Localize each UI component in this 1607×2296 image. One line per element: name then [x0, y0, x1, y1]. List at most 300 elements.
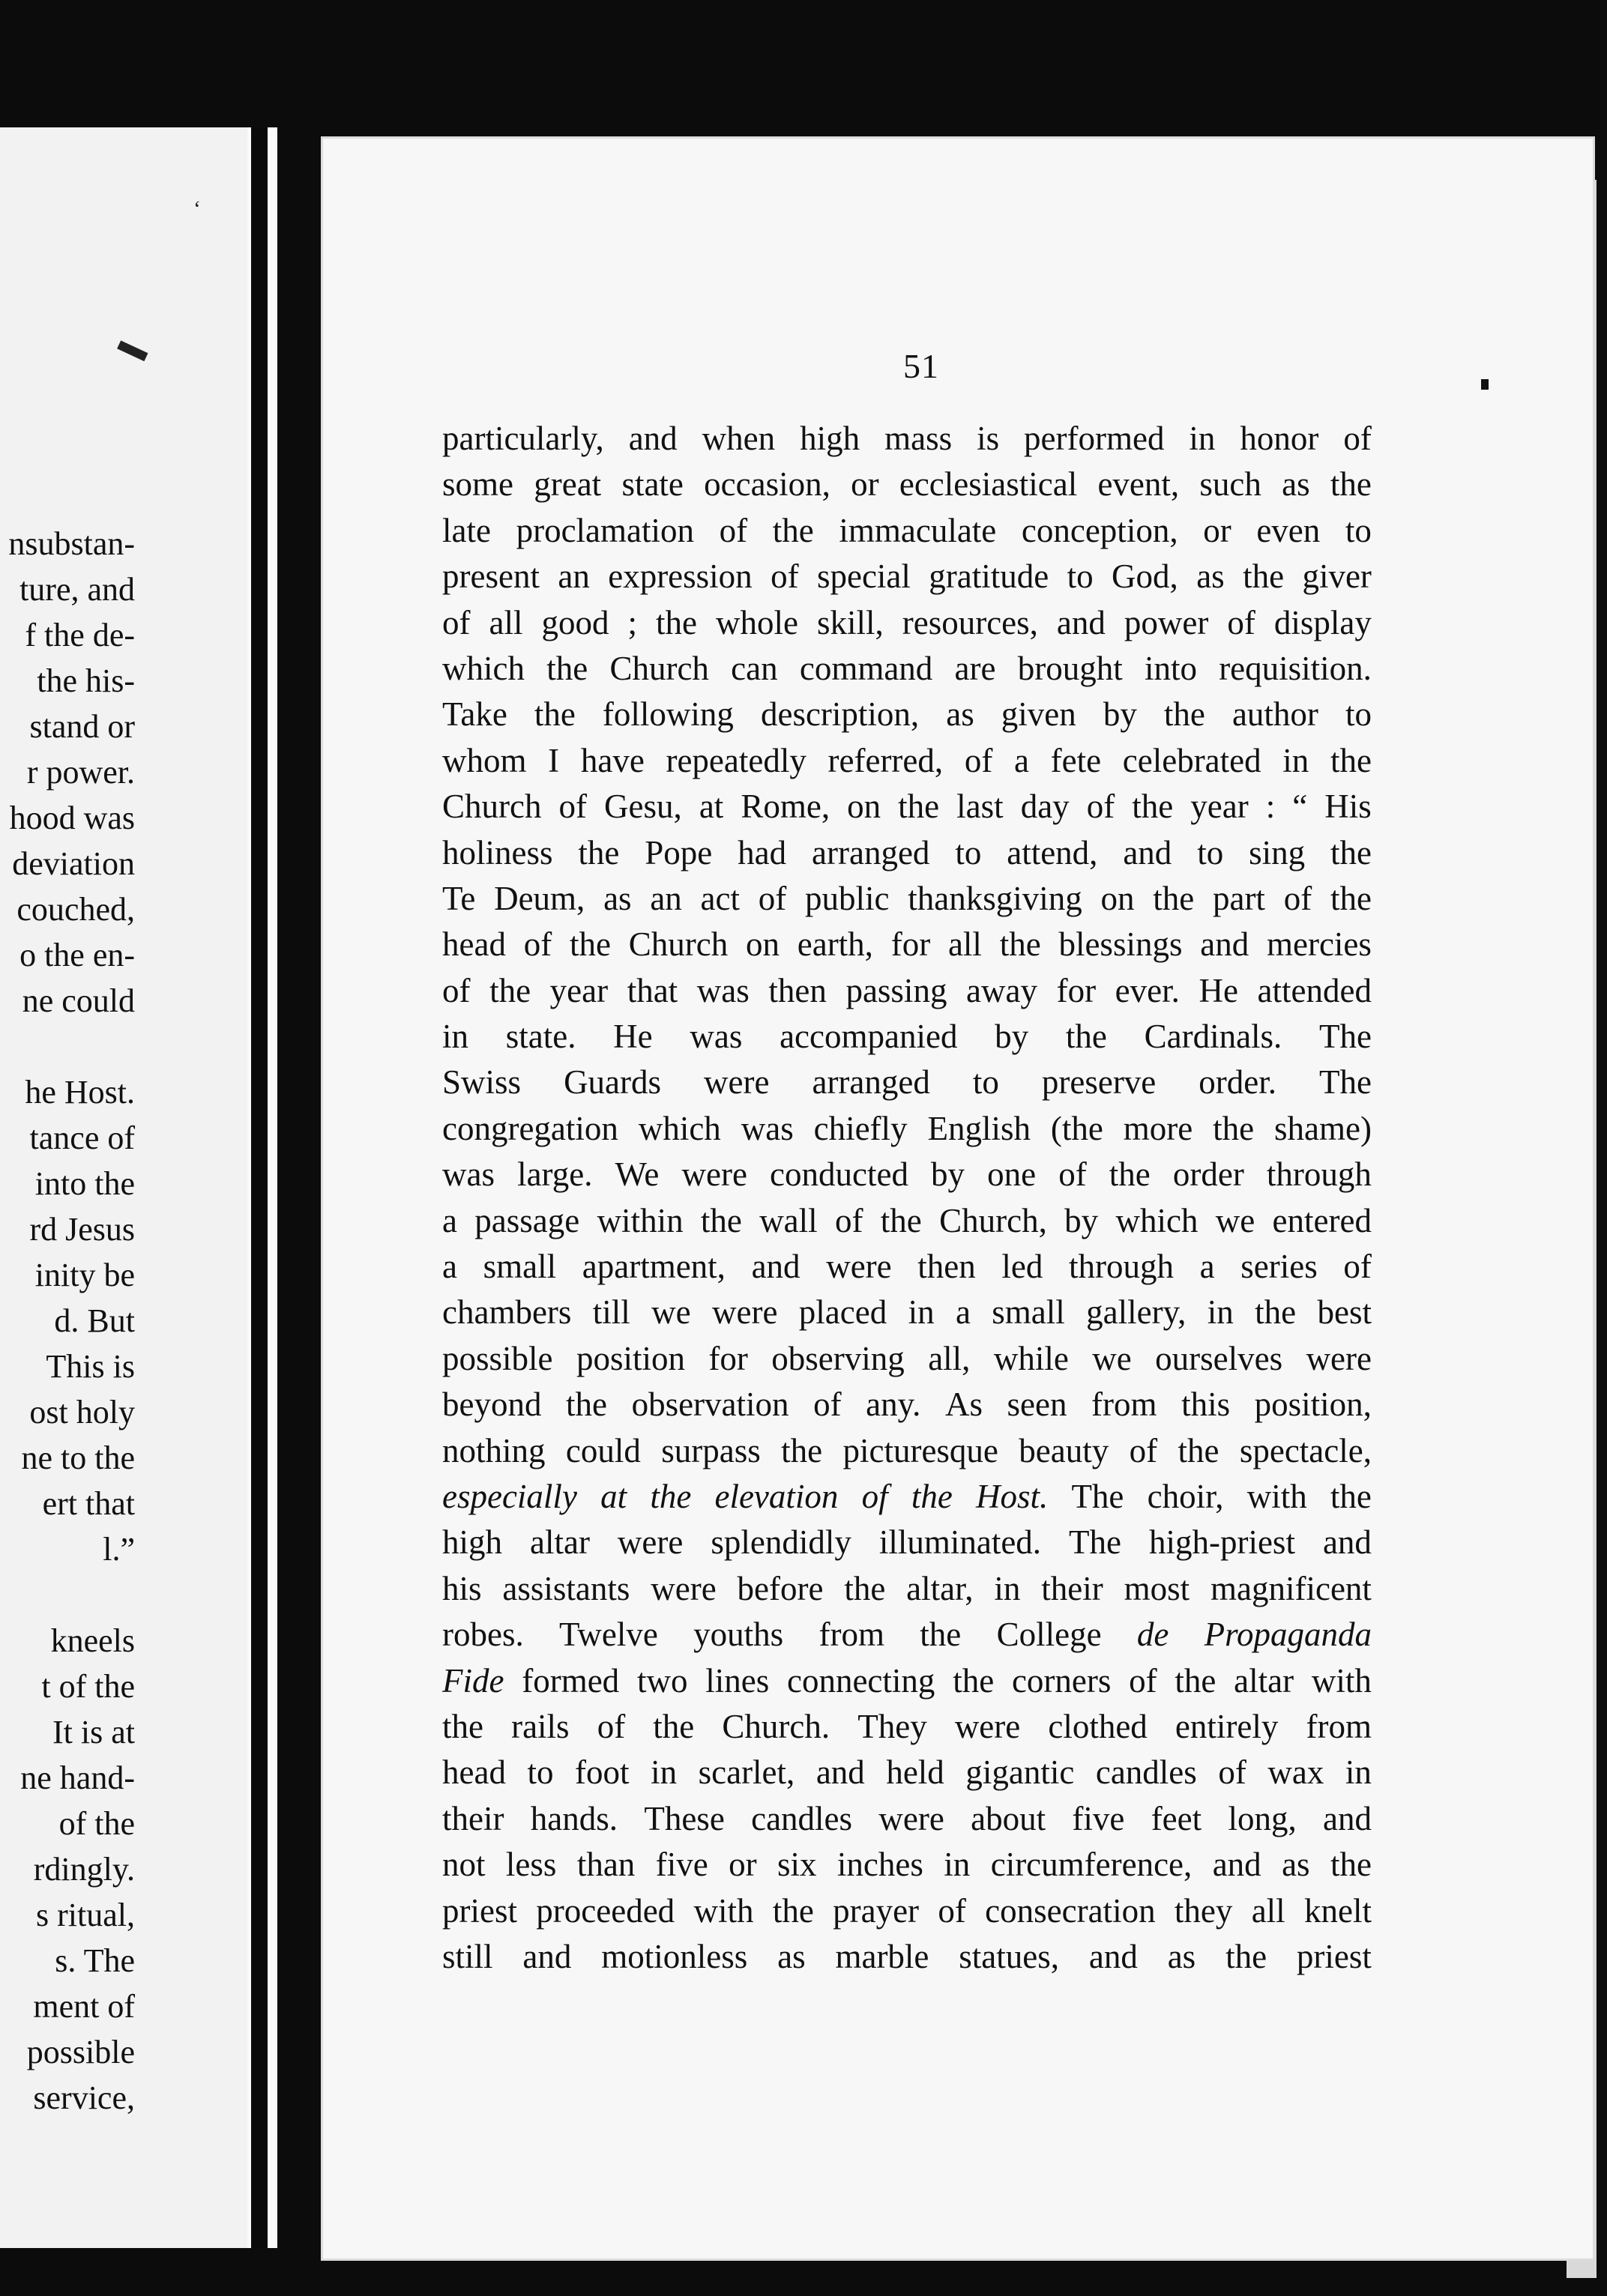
previous-page-line: ne to the [21, 1439, 135, 1476]
word: the [1213, 1109, 1255, 1147]
word: were [1306, 1339, 1372, 1377]
word: of [834, 1201, 863, 1239]
word: long, [1228, 1799, 1297, 1837]
word: series [1240, 1248, 1318, 1286]
text-line [442, 1060, 1372, 1105]
word: to [1345, 511, 1372, 549]
word: altar [1234, 1661, 1294, 1700]
text-line [442, 1428, 1372, 1474]
text-line [442, 1290, 1372, 1335]
word: one [987, 1155, 1037, 1194]
word: picturesque [842, 1431, 998, 1469]
word: God, [1112, 558, 1178, 596]
word: blessings [1058, 925, 1183, 964]
text-line [442, 600, 1372, 646]
word: were [651, 1569, 717, 1607]
word: a [955, 1293, 971, 1332]
word: As [944, 1386, 983, 1424]
word: the [1178, 1431, 1219, 1469]
word: were [878, 1799, 944, 1837]
text-line [442, 692, 1372, 737]
word: mass [884, 420, 953, 457]
word: an [558, 558, 590, 596]
text-line [442, 554, 1372, 599]
word: beauty [1019, 1431, 1109, 1469]
word: the [569, 925, 611, 964]
word: of [523, 925, 552, 964]
word: and [1212, 1846, 1261, 1884]
word: were [681, 1155, 747, 1194]
word: spectacle, [1239, 1431, 1372, 1469]
word: of [938, 1891, 966, 1930]
word: skill, [816, 603, 884, 641]
word: good [541, 603, 609, 641]
word: in [442, 1018, 469, 1056]
word: of [1343, 1248, 1372, 1286]
word: through [1266, 1155, 1372, 1194]
word: were [826, 1248, 892, 1286]
word: Swiss [442, 1063, 522, 1102]
word: splendidly [711, 1523, 851, 1562]
word: could [565, 1431, 641, 1469]
word: author [1231, 695, 1318, 734]
word: inches [836, 1846, 923, 1884]
word: have [580, 741, 645, 779]
word: following [602, 695, 734, 734]
word: act [700, 879, 740, 917]
word: attend, [1007, 833, 1098, 871]
word: the [489, 971, 531, 1009]
text-line [442, 508, 1372, 554]
word: by [995, 1018, 1029, 1056]
word: all [1251, 1891, 1285, 1930]
word: and [522, 1937, 572, 1975]
word: from [1091, 1386, 1157, 1424]
word: the [911, 1477, 953, 1515]
text-line [442, 1244, 1372, 1290]
word: honor [1240, 420, 1319, 457]
word: corners [1011, 1661, 1112, 1700]
text-line [442, 968, 1372, 1014]
word: by [931, 1155, 965, 1194]
word: wall [759, 1201, 818, 1239]
word: mercies [1266, 925, 1372, 964]
word: English [927, 1109, 1031, 1147]
word: small [483, 1248, 557, 1286]
text-line [442, 876, 1372, 922]
text-line [442, 1934, 1372, 1980]
word: illuminated. [878, 1523, 1042, 1562]
word: especially [442, 1477, 577, 1515]
word: from [1306, 1707, 1372, 1745]
word: was [442, 1155, 495, 1194]
word: position, [1254, 1386, 1372, 1424]
previous-page-line: ost holy [29, 1394, 135, 1431]
word: high [800, 420, 860, 457]
text-line [442, 1704, 1372, 1750]
word: event, [1097, 465, 1180, 504]
page-number: 51 [903, 347, 939, 385]
word: Fide [442, 1661, 504, 1700]
word: chiefly [813, 1109, 908, 1147]
word: magnificent [1210, 1569, 1372, 1607]
word: of [861, 1477, 888, 1515]
word: part [1212, 879, 1265, 917]
previous-page-line: ture, and [19, 571, 135, 608]
body-text [442, 416, 1372, 1980]
word: of [719, 511, 748, 549]
word: for [890, 925, 931, 964]
word: to [955, 833, 982, 871]
word: the [700, 1201, 742, 1239]
previous-page-line: into the [34, 1165, 135, 1202]
previous-page-line: couched, [16, 891, 135, 928]
word: Pope [645, 833, 713, 871]
word: to [1345, 695, 1372, 734]
word: brought [1017, 649, 1123, 687]
previous-page-line [0, 1024, 135, 1069]
word: Host. [975, 1477, 1049, 1515]
word: marble [835, 1937, 929, 1975]
word: to [527, 1753, 554, 1792]
previous-page-line: ert that [42, 1485, 135, 1522]
word: observation [631, 1386, 789, 1424]
word: the [898, 788, 940, 826]
word: fete [1050, 741, 1102, 779]
word: the [880, 1201, 922, 1239]
word: the [1175, 1661, 1216, 1700]
word: of [964, 741, 993, 779]
word: the [578, 833, 620, 871]
word: power [1124, 603, 1209, 641]
word: the [1163, 695, 1205, 734]
word: altar, [906, 1569, 974, 1607]
word: attended [1257, 971, 1372, 1009]
word: in [1345, 1753, 1372, 1792]
word: the [781, 1431, 823, 1469]
word: still [442, 1937, 493, 1975]
ink-mark: ‘ [193, 196, 201, 221]
word: of [813, 1386, 842, 1424]
word: He [1199, 971, 1238, 1009]
word: is [977, 420, 1000, 457]
word: the [844, 1569, 886, 1607]
word: display [1273, 603, 1372, 641]
word: the [534, 695, 576, 734]
word: referred, [827, 741, 944, 779]
word: of [1129, 1431, 1158, 1469]
word: ecclesiastical [899, 465, 1078, 504]
word: (the [1050, 1109, 1103, 1147]
word: with [693, 1891, 754, 1930]
word: into [1144, 649, 1197, 687]
word: which [442, 649, 525, 687]
word: then [768, 971, 827, 1009]
word: passage [474, 1201, 580, 1239]
word: and [1200, 925, 1249, 964]
previous-page-line: This is [46, 1348, 135, 1385]
word: and [1088, 1937, 1138, 1975]
previous-page-line: of the [58, 1805, 135, 1842]
word: connecting [786, 1661, 935, 1700]
text-line [442, 1888, 1372, 1934]
word: a [1199, 1248, 1215, 1286]
word: and [1322, 1523, 1372, 1562]
word: of [771, 558, 799, 596]
word: surpass [661, 1431, 761, 1469]
previous-page-line: s. The [55, 1942, 135, 1979]
word: the [1243, 558, 1285, 596]
previous-page-line: l.” [103, 1531, 135, 1568]
text-line [442, 1658, 1372, 1704]
text-line [442, 922, 1372, 967]
word: and [1323, 1799, 1372, 1837]
word: earth, [797, 925, 873, 964]
word: of [1086, 788, 1115, 826]
word: at [600, 1477, 627, 1515]
word: motionless [601, 1937, 748, 1975]
word: Te [442, 879, 476, 917]
word: for [708, 1339, 748, 1377]
previous-page-line: ment of [33, 1988, 135, 2025]
word: head [442, 1753, 506, 1792]
word: about [971, 1799, 1046, 1837]
word: special [816, 558, 911, 596]
word: Church. [722, 1707, 830, 1745]
word: the [1225, 1937, 1267, 1975]
word: all [489, 603, 523, 641]
word: less [505, 1846, 557, 1884]
word: expression [608, 558, 753, 596]
word: ; [627, 603, 637, 641]
word: The [1319, 1063, 1372, 1102]
word: and [1123, 833, 1172, 871]
word: de [1136, 1616, 1169, 1654]
word: performed [1024, 420, 1165, 457]
word: altar [530, 1523, 590, 1562]
word: of [1343, 420, 1372, 457]
word: apartment, [582, 1248, 726, 1286]
word: choir, [1147, 1477, 1224, 1515]
word: year [1190, 788, 1249, 826]
word: on [745, 925, 780, 964]
word: a [442, 1248, 457, 1286]
previous-page-line: service, [33, 2079, 135, 2116]
word: his [442, 1569, 482, 1607]
word: : [1265, 788, 1276, 826]
word: rails [511, 1707, 570, 1745]
word: high [442, 1523, 503, 1562]
word: gallery, [1086, 1293, 1187, 1332]
word: I [548, 741, 560, 779]
word: led [1001, 1248, 1043, 1286]
word: the [650, 1477, 692, 1515]
word: command [799, 649, 933, 687]
word: this [1181, 1386, 1231, 1424]
previous-page-line: o the en- [19, 937, 135, 973]
word: five [655, 1846, 708, 1884]
word: at [699, 788, 724, 826]
previous-page-line: inity be [34, 1257, 135, 1293]
word: even [1256, 511, 1321, 549]
word: as [1167, 1937, 1196, 1975]
word: occasion, [704, 465, 830, 504]
word: the [1065, 1018, 1107, 1056]
word: sing [1249, 833, 1306, 871]
word: for [1056, 971, 1097, 1009]
text-line [442, 1152, 1372, 1197]
word: the [653, 1707, 695, 1745]
word: He [613, 1018, 653, 1056]
word: Take [442, 695, 507, 734]
word: a [1014, 741, 1029, 779]
word: public [805, 879, 890, 917]
word: all, [928, 1339, 971, 1377]
word: was [690, 1018, 743, 1056]
word: five [1072, 1799, 1125, 1837]
word: to [972, 1063, 999, 1102]
word: we [1092, 1339, 1132, 1377]
word: the [920, 1616, 962, 1654]
word: chambers [442, 1293, 572, 1332]
word: observing [771, 1339, 905, 1377]
word: circumference, [990, 1846, 1193, 1884]
word: priest [1296, 1937, 1372, 1975]
word: the [566, 1386, 608, 1424]
word: description, [760, 695, 920, 734]
word: in [1282, 741, 1309, 779]
word: before [737, 1569, 824, 1607]
word: resources, [902, 603, 1038, 641]
word: position [576, 1339, 685, 1377]
word: repeatedly [666, 741, 806, 779]
word: as [1196, 558, 1225, 596]
word: from [818, 1616, 884, 1654]
word: of [1218, 1753, 1246, 1792]
text-line [442, 1198, 1372, 1244]
ink-mark: ▬ [114, 324, 156, 368]
word: state [621, 465, 684, 504]
word: placed [798, 1293, 887, 1332]
word: we [1215, 1201, 1255, 1239]
word: Twelve [559, 1616, 658, 1654]
word: and [628, 420, 678, 457]
word: was [696, 971, 750, 1009]
word: accompanied [780, 1018, 958, 1056]
word: “ [1292, 788, 1308, 826]
text-line [442, 1796, 1372, 1842]
previous-page-line: rd Jesus [29, 1211, 135, 1248]
word: nothing [442, 1431, 546, 1469]
word: of [597, 1707, 626, 1745]
previous-page-line: d. But [54, 1302, 135, 1339]
word: assistants [502, 1569, 630, 1607]
word: away [966, 971, 1037, 1009]
word: scarlet, [698, 1753, 795, 1792]
word: to [1067, 558, 1094, 596]
previous-page [0, 127, 247, 2248]
word: Propaganda [1204, 1616, 1372, 1654]
ink-mark [1481, 379, 1489, 390]
word: which [638, 1109, 721, 1147]
word: on [847, 788, 881, 826]
word: or [729, 1846, 757, 1884]
word: and [815, 1753, 865, 1792]
word: of [758, 879, 787, 917]
word: the [772, 1891, 814, 1930]
word: high-priest [1148, 1523, 1295, 1562]
word: These [644, 1799, 725, 1837]
word: the [1330, 833, 1372, 871]
previous-page-line: r power. [26, 754, 135, 791]
word: the [1132, 788, 1174, 826]
word: congregation [442, 1109, 618, 1147]
word: as [1282, 465, 1310, 504]
previous-page-line: nsubstan- [8, 525, 135, 562]
word: robes. [442, 1616, 524, 1654]
word: conception, [1021, 511, 1178, 549]
word: youths [693, 1616, 784, 1654]
word: state. [505, 1018, 576, 1056]
word: not [442, 1846, 486, 1884]
text-line [442, 1106, 1372, 1152]
word: were [617, 1523, 684, 1562]
word: their [1041, 1569, 1103, 1607]
word: whole [715, 603, 798, 641]
word: than [576, 1846, 636, 1884]
word: gratitude [929, 558, 1049, 596]
word: to [1197, 833, 1224, 871]
previous-page-line: s ritual, [36, 1897, 135, 1933]
word: Gesu, [604, 788, 682, 826]
word: and [1056, 603, 1106, 641]
word: entirely [1175, 1707, 1279, 1745]
word: foot [575, 1753, 630, 1792]
word: best [1317, 1293, 1372, 1332]
word: feet [1151, 1799, 1202, 1837]
word: their [442, 1799, 504, 1837]
word: two [636, 1661, 688, 1700]
word: are [954, 649, 996, 687]
word: Church, [939, 1201, 1047, 1239]
word: elevation [714, 1477, 839, 1515]
word: the [953, 1661, 995, 1700]
previous-page-line: he Host. [25, 1074, 135, 1111]
word: requisition. [1219, 649, 1372, 687]
word: Church [628, 925, 729, 964]
word: candles [751, 1799, 853, 1837]
word: of [1058, 1155, 1087, 1194]
text-line [442, 1520, 1372, 1565]
word: possible [442, 1339, 553, 1377]
word: as [1282, 1846, 1310, 1884]
word: large. [517, 1155, 593, 1194]
word: had [738, 833, 787, 871]
gutter-shadow [251, 127, 268, 2248]
word: prayer [833, 1891, 920, 1930]
word: We [615, 1155, 660, 1194]
word: and [751, 1248, 801, 1286]
word: we [651, 1293, 691, 1332]
previous-page-line: possible [26, 2034, 135, 2070]
word: any. [866, 1386, 921, 1424]
previous-page-line: tance of [29, 1120, 135, 1156]
word: in [944, 1846, 971, 1884]
word: small [992, 1293, 1065, 1332]
word: head [442, 925, 506, 964]
word: the [999, 925, 1041, 964]
word: ourselves [1155, 1339, 1283, 1377]
